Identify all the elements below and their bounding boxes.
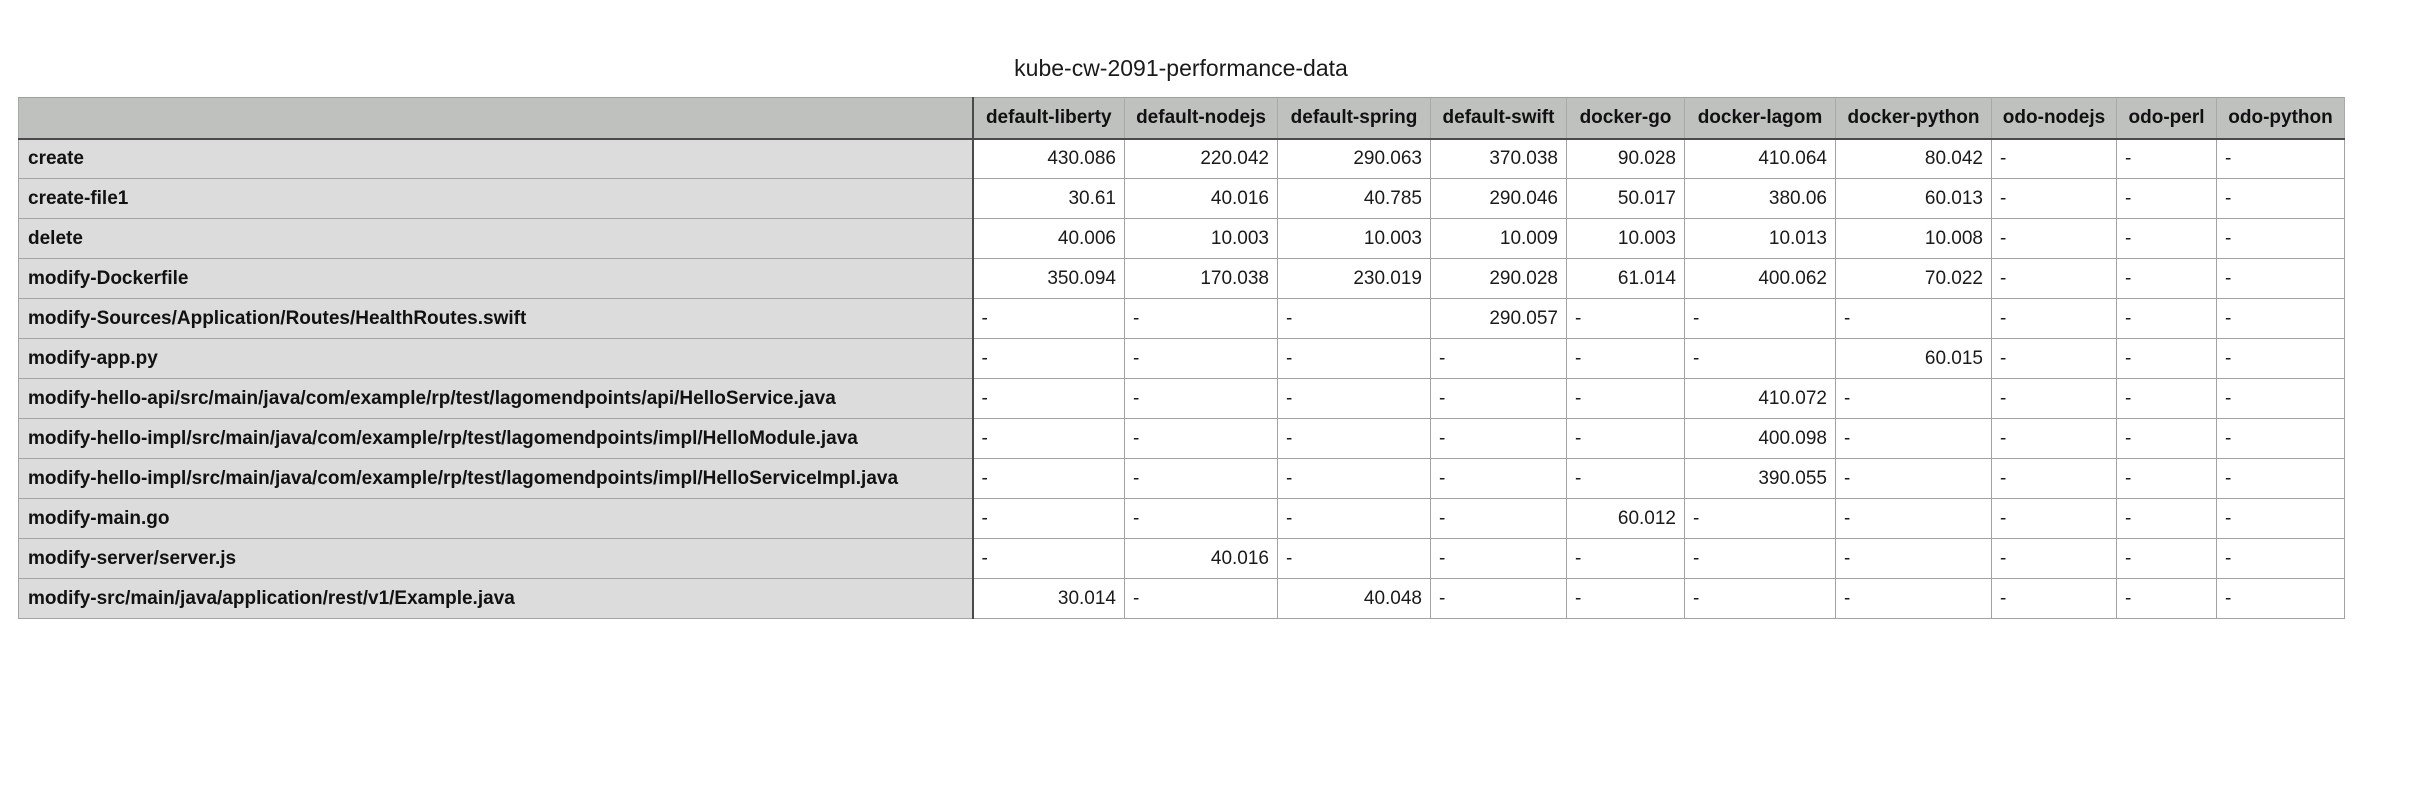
table-cell[interactable]: 380.06 [1685,179,1836,219]
table-cell[interactable]: - [973,419,1125,459]
column-header-default-liberty[interactable]: default-liberty [973,98,1125,139]
table-cell[interactable]: - [1431,379,1567,419]
table-cell[interactable]: - [2117,539,2217,579]
table-cell[interactable]: - [2117,299,2217,339]
table-cell[interactable]: - [1278,539,1431,579]
table-cell[interactable]: - [2217,139,2345,179]
table-cell[interactable]: - [1836,539,1992,579]
table-cell[interactable]: 10.013 [1685,219,1836,259]
table-cell[interactable]: - [2117,419,2217,459]
row-header-cell[interactable]: modify-hello-impl/src/main/java/com/example/rp/test/lagomendpoints/impl/HelloModule.java [19,419,973,459]
table-cell[interactable]: 60.013 [1836,179,1992,219]
table-cell[interactable]: 10.003 [1125,219,1278,259]
table-cell[interactable]: - [2117,339,2217,379]
row-header-cell[interactable]: modify-Sources/Application/Routes/HealthRoutes.swift [19,299,973,339]
table-cell[interactable]: - [1836,419,1992,459]
table-cell[interactable]: - [973,299,1125,339]
table-cell[interactable]: 400.062 [1685,259,1836,299]
table-cell[interactable]: - [1278,339,1431,379]
table-cell[interactable]: 60.015 [1836,339,1992,379]
table-cell[interactable]: - [1431,339,1567,379]
table-cell[interactable]: - [2217,179,2345,219]
table-cell[interactable]: - [1685,339,1836,379]
table-cell[interactable]: - [1992,579,2117,619]
table-cell[interactable]: - [1278,419,1431,459]
table-cell[interactable]: - [2217,419,2345,459]
table-cell[interactable]: - [1992,459,2117,499]
table-cell[interactable]: 290.063 [1278,139,1431,179]
table-row [19,579,2345,619]
table-cell[interactable]: - [973,499,1125,539]
table-cell[interactable]: - [973,459,1125,499]
table-cell[interactable]: - [1431,419,1567,459]
row-header-cell[interactable]: modify-app.py [19,339,973,379]
table-cell[interactable]: 410.072 [1685,379,1836,419]
table-row [19,259,2345,299]
table-cell[interactable]: 40.016 [1125,539,1278,579]
table-row [19,539,2345,579]
table-cell[interactable]: - [2217,259,2345,299]
table-cell[interactable]: 40.006 [973,219,1125,259]
table-cell[interactable]: - [2117,579,2217,619]
performance-data-table [18,97,2345,619]
table-cell[interactable]: - [1278,379,1431,419]
table-cell[interactable]: - [1125,339,1278,379]
table-cell[interactable]: - [1992,339,2117,379]
table-cell[interactable]: 50.017 [1567,179,1685,219]
table-cell[interactable]: 410.064 [1685,139,1836,179]
table-cell[interactable]: - [1992,499,2117,539]
table-cell[interactable]: 400.098 [1685,419,1836,459]
table-cell[interactable]: - [1431,499,1567,539]
table-cell[interactable]: - [1125,459,1278,499]
table-cell[interactable]: - [2217,539,2345,579]
table-cell[interactable]: - [2117,459,2217,499]
table-cell[interactable]: - [1992,219,2117,259]
table-cell[interactable]: 290.057 [1431,299,1567,339]
table-cell[interactable]: - [1836,379,1992,419]
table-cell[interactable]: - [1992,539,2117,579]
column-header-odo-perl[interactable]: odo-perl [2117,98,2217,139]
table-cell[interactable]: - [1685,299,1836,339]
row-header-cell[interactable]: create [19,139,973,179]
row-header-cell[interactable]: delete [19,219,973,259]
table-cell[interactable]: 30.61 [973,179,1125,219]
table-cell[interactable]: - [1431,539,1567,579]
table-cell[interactable]: 290.046 [1431,179,1567,219]
table-cell[interactable]: - [1836,579,1992,619]
table-cell[interactable]: - [1567,419,1685,459]
table-cell[interactable]: - [2217,459,2345,499]
table-cell[interactable]: - [2117,139,2217,179]
table-cell[interactable]: 40.016 [1125,179,1278,219]
column-header-odo-nodejs[interactable]: odo-nodejs [1992,98,2117,139]
table-cell[interactable]: - [1125,499,1278,539]
table-cell[interactable]: 10.008 [1836,219,1992,259]
table-cell[interactable]: - [2117,499,2217,539]
table-cell[interactable]: - [2217,379,2345,419]
table-cell[interactable]: - [2217,339,2345,379]
table-cell[interactable]: - [1567,299,1685,339]
table-cell[interactable]: - [1125,379,1278,419]
table-cell[interactable]: - [2117,259,2217,299]
table-cell[interactable]: - [1567,579,1685,619]
header-row [19,98,2345,139]
table-cell[interactable]: 70.022 [1836,259,1992,299]
table-cell[interactable]: - [2217,499,2345,539]
table-cell[interactable]: - [1685,579,1836,619]
table-cell[interactable]: 430.086 [973,139,1125,179]
row-header-cell[interactable]: modify-hello-api/src/main/java/com/example/rp/test/lagomendpoints/api/HelloService.java [19,379,973,419]
column-header-docker-go[interactable]: docker-go [1567,98,1685,139]
table-row [19,379,2345,419]
table-cell[interactable]: - [1836,459,1992,499]
table-cell[interactable]: - [1836,499,1992,539]
table-row [19,499,2345,539]
table-cell[interactable]: - [1431,579,1567,619]
table-cell[interactable]: 80.042 [1836,139,1992,179]
row-header-cell[interactable]: create-file1 [19,179,973,219]
table-cell[interactable]: 90.028 [1567,139,1685,179]
table-row [19,179,2345,219]
table-cell[interactable]: - [1125,579,1278,619]
table-cell[interactable]: 30.014 [973,579,1125,619]
table-cell[interactable]: - [1567,459,1685,499]
table-cell[interactable]: 10.003 [1278,219,1431,259]
column-header-docker-lagom[interactable]: docker-lagom [1685,98,1836,139]
sheet-title: kube-cw-2091-performance-data [1014,55,1348,81]
row-header-cell[interactable]: modify-server/server.js [19,539,973,579]
table-cell[interactable]: 290.028 [1431,259,1567,299]
table-cell[interactable]: 10.003 [1567,219,1685,259]
table-cell[interactable]: - [2117,379,2217,419]
table-cell[interactable]: - [1992,259,2117,299]
table-cell[interactable]: - [1125,299,1278,339]
table-cell[interactable]: - [1992,179,2117,219]
table-cell[interactable]: - [973,539,1125,579]
table-cell[interactable]: - [1278,499,1431,539]
column-header-docker-python[interactable]: docker-python [1836,98,1992,139]
row-header-cell[interactable]: modify-hello-impl/src/main/java/com/example/rp/test/lagomendpoints/impl/HelloServiceImpl.java [19,459,973,499]
row-header-cell[interactable]: modify-src/main/java/application/rest/v1/Example.java [19,579,973,619]
table-row [19,419,2345,459]
table-cell[interactable]: 40.785 [1278,179,1431,219]
table-cell[interactable]: - [1992,379,2117,419]
table-cell[interactable]: - [2217,219,2345,259]
table-row [19,299,2345,339]
table-cell[interactable]: - [1685,539,1836,579]
column-header-odo-python[interactable]: odo-python [2217,98,2345,139]
table-cell[interactable]: 230.019 [1278,259,1431,299]
table-row [19,139,2345,179]
column-header-default-nodejs[interactable]: default-nodejs [1125,98,1278,139]
table-cell[interactable]: - [1992,139,2117,179]
table-row [19,219,2345,259]
table-cell[interactable]: - [973,379,1125,419]
corner-cell[interactable] [19,98,973,139]
table-cell[interactable]: - [1685,499,1836,539]
table-row [19,459,2345,499]
table-cell[interactable]: - [1992,299,2117,339]
table-cell[interactable]: 61.014 [1567,259,1685,299]
table-cell[interactable]: 220.042 [1125,139,1278,179]
column-header-default-swift[interactable]: default-swift [1431,98,1567,139]
row-header-cell[interactable]: modify-Dockerfile [19,259,973,299]
table-cell[interactable]: - [1278,459,1431,499]
table-cell[interactable]: 40.048 [1278,579,1431,619]
table-cell[interactable]: 170.038 [1125,259,1278,299]
table-cell[interactable]: 60.012 [1567,499,1685,539]
table-cell[interactable]: - [1567,339,1685,379]
table-cell[interactable]: - [1992,419,2117,459]
table-cell[interactable]: - [1125,419,1278,459]
table-cell[interactable]: - [1278,299,1431,339]
row-header-cell[interactable]: modify-main.go [19,499,973,539]
table-cell[interactable]: 370.038 [1431,139,1567,179]
table-cell[interactable]: - [973,339,1125,379]
table-cell[interactable]: 390.055 [1685,459,1836,499]
table-cell[interactable]: 10.009 [1431,219,1567,259]
table-cell[interactable]: 350.094 [973,259,1125,299]
table-row [19,339,2345,379]
table-cell[interactable]: - [2117,219,2217,259]
table-cell[interactable]: - [2117,179,2217,219]
table-cell[interactable]: - [2217,299,2345,339]
table-cell[interactable]: - [1567,379,1685,419]
table-cell[interactable]: - [1836,299,1992,339]
column-header-default-spring[interactable]: default-spring [1278,98,1431,139]
table-cell[interactable]: - [1431,459,1567,499]
table-cell[interactable]: - [2217,579,2345,619]
table-cell[interactable]: - [1567,539,1685,579]
